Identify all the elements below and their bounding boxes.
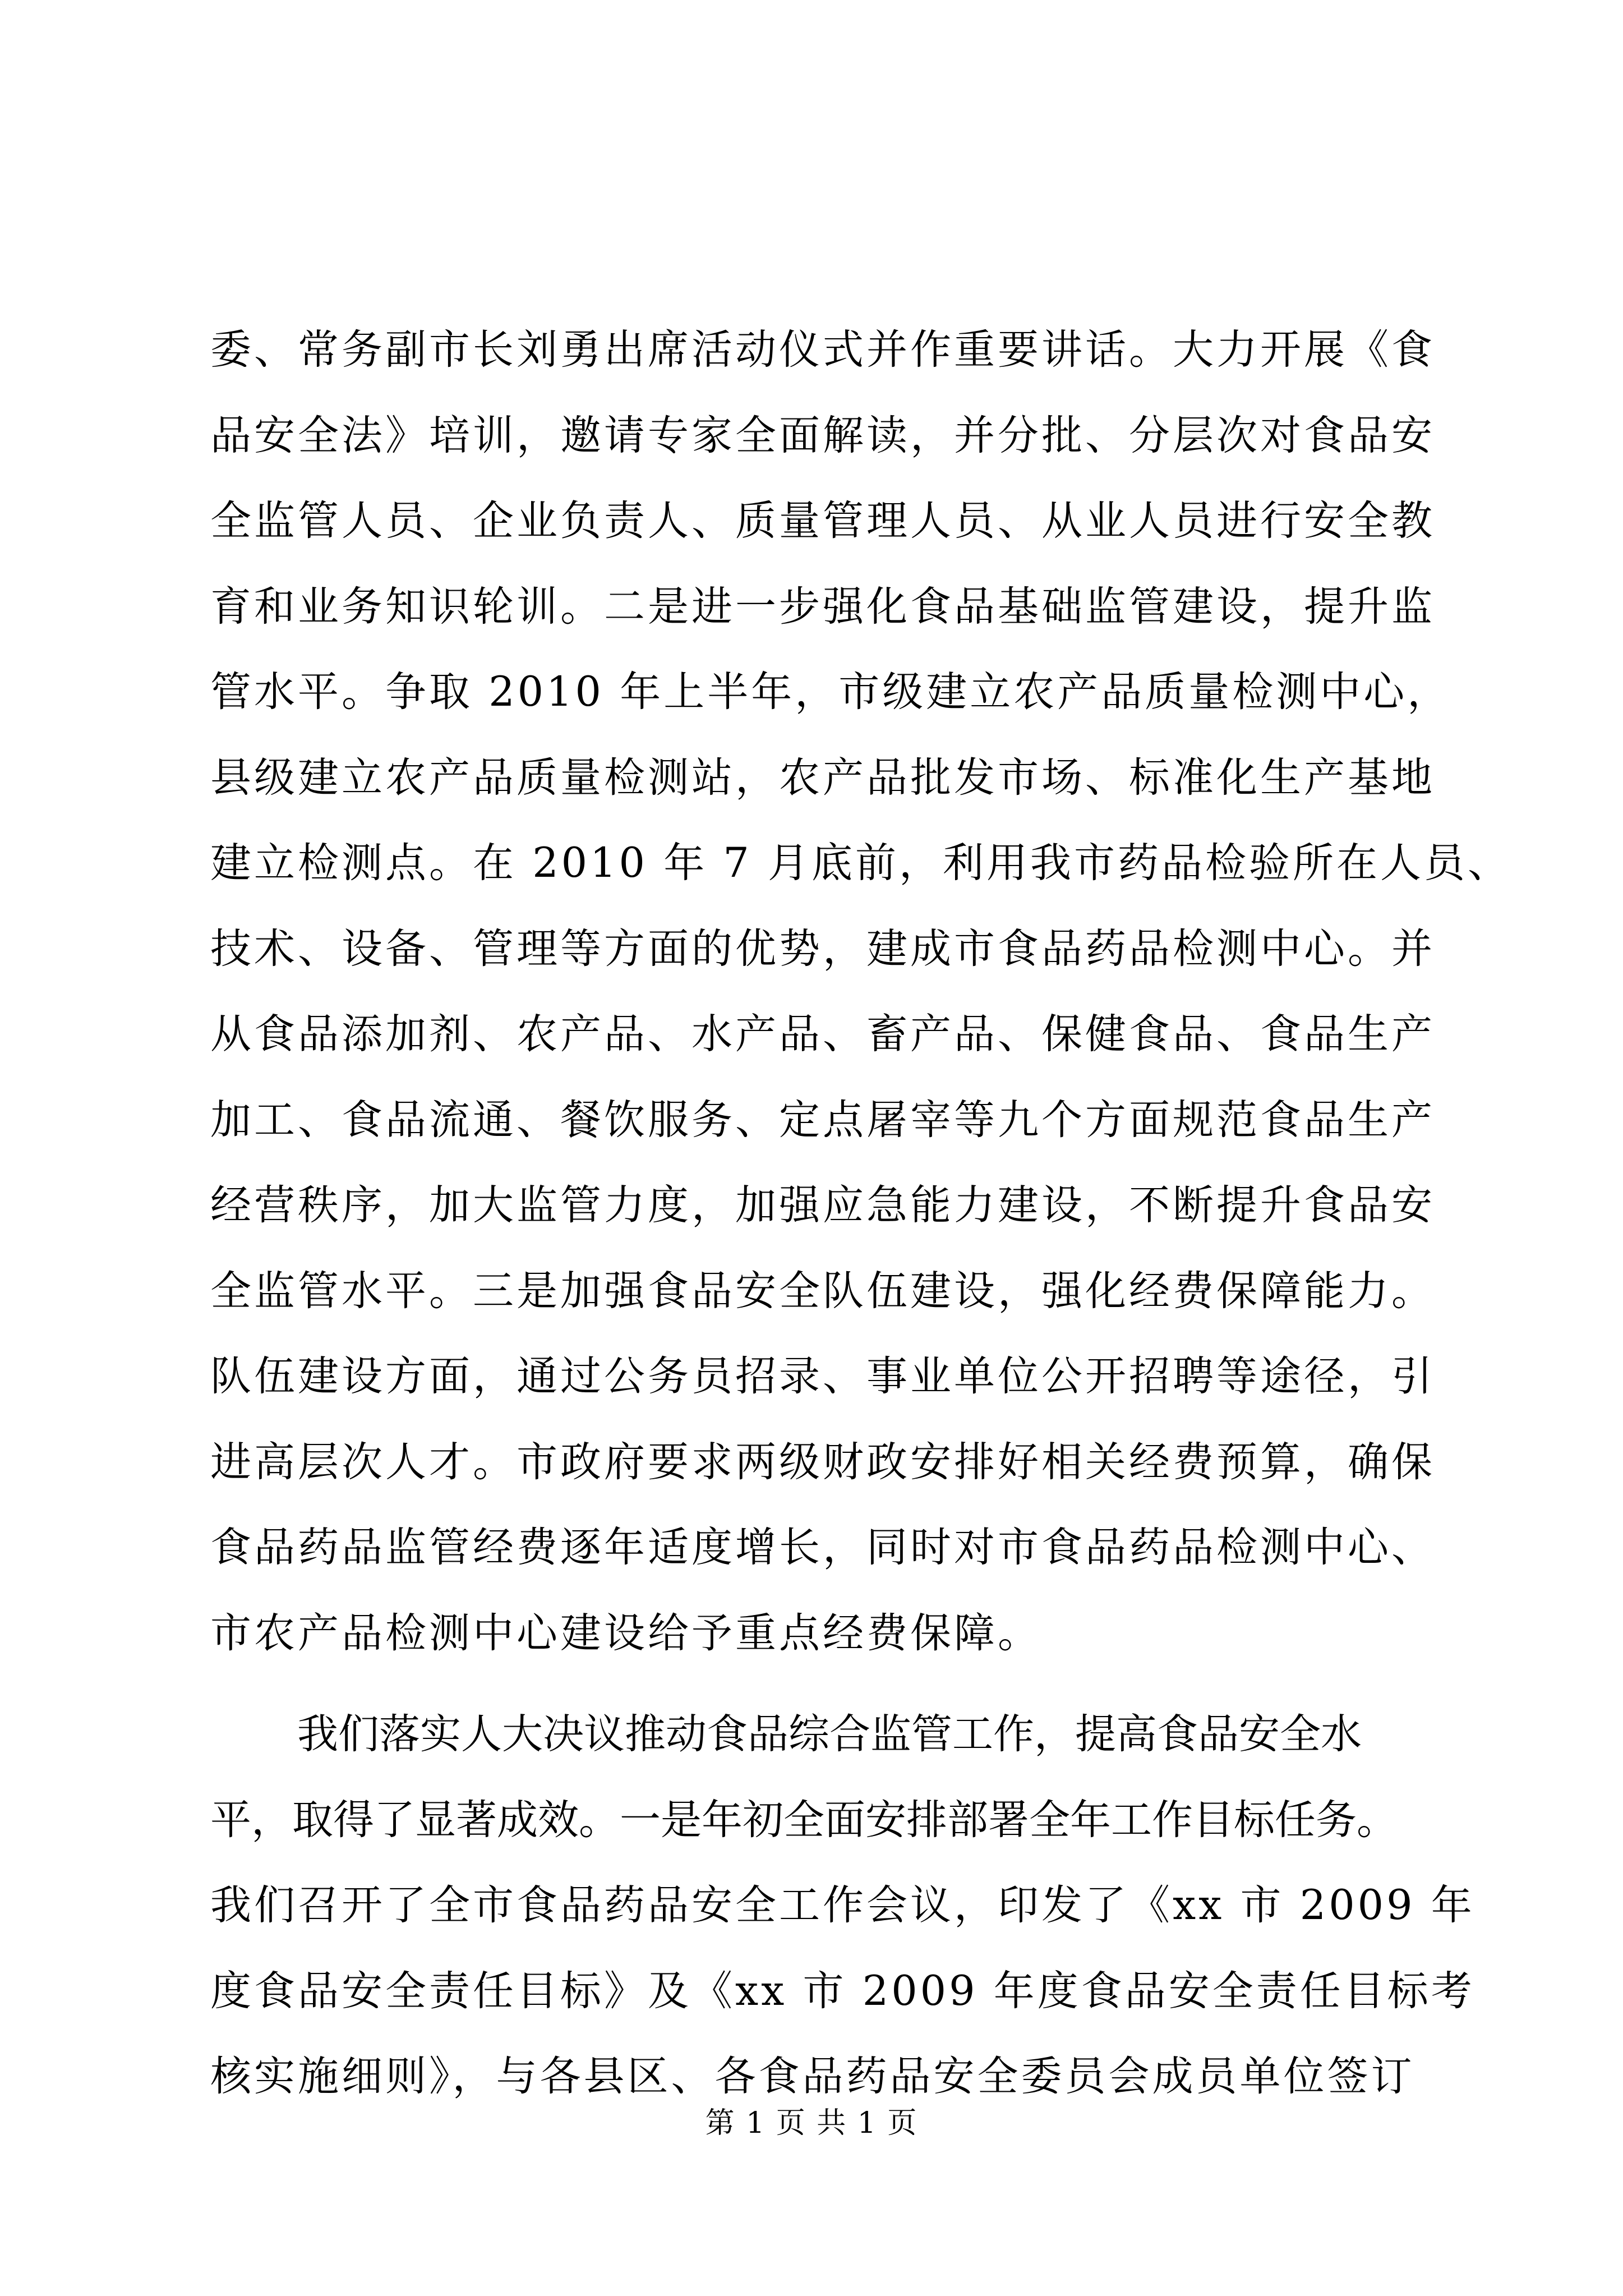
text-line: 全监管水平。三是加强食品安全队伍建设，强化经费保障能力。 [210,1267,1435,1315]
text-line: 育和业务知识轮训。二是进一步强化食品基础监管建设，提升监 [210,582,1435,631]
page-footer [0,2104,1623,2143]
text-line: 度食品安全责任目标》及《xx 市 2009 年度食品安全责任目标考 [210,1967,1475,2015]
text-line: 全监管人员、企业负责人、质量管理人员、从业人员进行安全教 [210,497,1435,545]
text-line: 从食品添加剂、农产品、水产品、畜产品、保健食品、食品生产 [210,1010,1435,1058]
text-line: 平，取得了显著成效。一是年初全面安排部署全年工作目标任务。 [210,1796,1398,1844]
text-line: 品安全法》培训，邀请专家全面解读，并分批、分层次对食品安 [210,411,1435,459]
text-line: 核实施细则》，与各县区、各食品药品安全委员会成员单位签订 [210,2053,1415,2100]
text-line: 进高层次人才。市政府要求两级财政安排好相关经费预算，确保 [210,1438,1435,1486]
document-body [210,307,1512,2120]
text-line: 加工、食品流通、餐饮服务、定点屠宰等九个方面规范食品生产 [210,1096,1435,1144]
text-line: 管水平。争取 2010 年上半年，市级建立农产品质量检测中心， [210,668,1451,716]
text-line: 建立检测点。在 2010 年 7 月底前，利用我市药品检验所在人员、 [210,839,1512,887]
text-line: 技术、设备、管理等方面的优势，建成市食品药品检测中心。并 [210,924,1435,973]
text-line: 县级建立农产品质量检测站，农产品批发市场、标准化生产基地 [210,753,1435,802]
text-line: 我们落实人大决议推动食品综合监管工作，提高食品安全水 [297,1710,1362,1758]
text-line: 委、常务副市长刘勇出席活动仪式并作重要讲话。大力开展《食 [210,326,1435,374]
text-line: 食品药品监管经费逐年适度增长，同时对市食品药品检测中心、 [210,1524,1435,1571]
page-number-label: 第 1 页 共 1 页 [705,2106,918,2140]
text-line: 市农产品检测中心建设给予重点经费保障。 [210,1609,1041,1657]
text-line: 队伍建设方面，通过公务员招录、事业单位公开招聘等途径，引 [210,1352,1435,1400]
text-line: 经营秩序，加大监管力度，加强应急能力建设，不断提升食品安 [210,1181,1435,1229]
text-line: 我们召开了全市食品药品安全工作会议，印发了《xx 市 2009 年 [210,1881,1475,1929]
